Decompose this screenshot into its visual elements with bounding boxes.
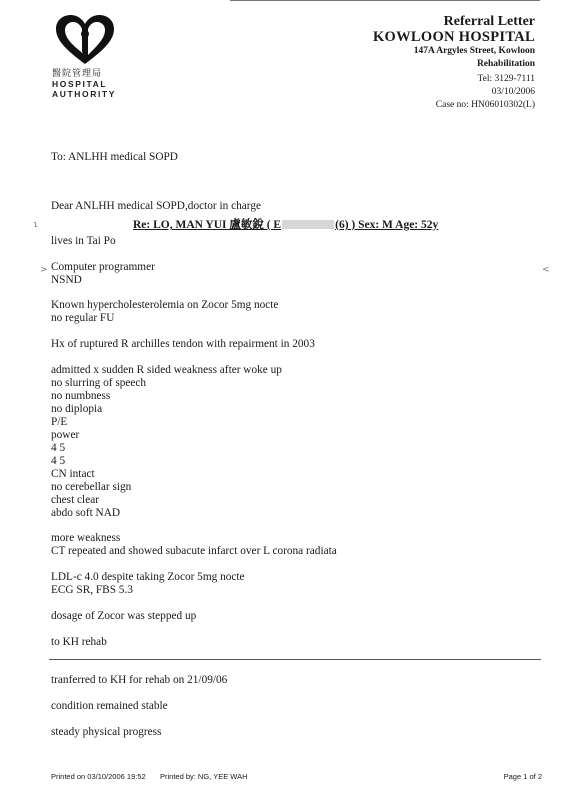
body-line: lives in Tai Po bbox=[51, 235, 116, 247]
letter-date: 03/10/2006 bbox=[491, 87, 535, 97]
department-name: Rehabilitation bbox=[476, 59, 535, 69]
patient-reference-suffix: (6) ) Sex: M Age: 52y bbox=[335, 219, 439, 231]
body-line: no regular FU bbox=[51, 312, 115, 324]
recipient-line: To: ANLHH medical SOPD bbox=[51, 151, 178, 163]
section-divider bbox=[49, 659, 541, 660]
body-line: tranferred to KH for rehab on 21/09/06 bbox=[51, 674, 228, 686]
case-number: Case no: HN06010302(L) bbox=[435, 100, 535, 110]
scan-mark: < bbox=[542, 265, 550, 275]
body-line: steady physical progress bbox=[51, 726, 162, 738]
body-line: dosage of Zocor was stepped up bbox=[51, 610, 197, 622]
body-line: CT repeated and showed subacute infarct over L corona radiata bbox=[51, 545, 337, 557]
body-line: LDL-c 4.0 despite taking Zocor 5mg nocte bbox=[51, 571, 245, 583]
body-line: no numbness bbox=[51, 390, 111, 402]
body-line: no slurring of speech bbox=[51, 377, 147, 389]
body-line: NSND bbox=[51, 274, 82, 286]
body-line: Computer programmer bbox=[51, 261, 155, 273]
body-line: Hx of ruptured R archilles tendon with repairment in 2003 bbox=[51, 338, 315, 350]
salutation-line: Dear ANLHH medical SOPD,doctor in charge bbox=[51, 200, 261, 212]
body-line: ECG SR, FBS 5.3 bbox=[51, 584, 133, 596]
body-line: admitted x sudden R sided weakness after woke up bbox=[51, 364, 282, 376]
body-line: no diplopia bbox=[51, 403, 103, 415]
body-line: 4 5 bbox=[51, 442, 66, 454]
body-line: to KH rehab bbox=[51, 636, 107, 648]
body-line: CN intact bbox=[51, 468, 95, 480]
body-line: condition remained stable bbox=[51, 700, 168, 712]
scan-mark: ɿ bbox=[33, 220, 38, 230]
scan-mark: > bbox=[40, 265, 48, 275]
hospital-name: KOWLOON HOSPITAL bbox=[372, 29, 535, 45]
body-line: power bbox=[51, 429, 80, 441]
patient-reference-prefix: Re: LO, MAN YUI 盧敏銳 ( E bbox=[133, 219, 282, 231]
body-line: more weakness bbox=[51, 532, 121, 544]
telephone-number: Tel: 3129-7111 bbox=[477, 74, 535, 84]
body-line: abdo soft NAD bbox=[51, 507, 121, 519]
logo-chinese-name: 醫院管理局 bbox=[52, 69, 103, 79]
body-line: no cerebellar sign bbox=[51, 481, 132, 493]
scan-top-line bbox=[230, 0, 540, 1]
hospital-authority-logo-icon bbox=[52, 14, 118, 66]
body-line: 4 5 bbox=[51, 455, 66, 467]
logo-english-line2: AUTHORITY bbox=[52, 89, 116, 99]
footer-printed-on: Printed on 03/10/2006 19:52 bbox=[51, 772, 146, 781]
body-line: Known hypercholesterolemia on Zocor 5mg nocte bbox=[51, 299, 279, 311]
footer-printed-by: Printed by: NG, YEE WAH bbox=[160, 772, 248, 781]
logo-english-line1: HOSPITAL bbox=[52, 79, 108, 89]
footer-page-number: Page 1 of 2 bbox=[503, 772, 542, 781]
patient-reference-line bbox=[133, 216, 438, 232]
document-title: Referral Letter bbox=[443, 14, 535, 29]
body-line: P/E bbox=[51, 416, 68, 428]
logo-english-name bbox=[52, 79, 116, 99]
redacted-id-block bbox=[282, 220, 334, 229]
hospital-address: 147A Argyles Street, Kowloon bbox=[413, 46, 535, 56]
body-line: chest clear bbox=[51, 494, 99, 506]
